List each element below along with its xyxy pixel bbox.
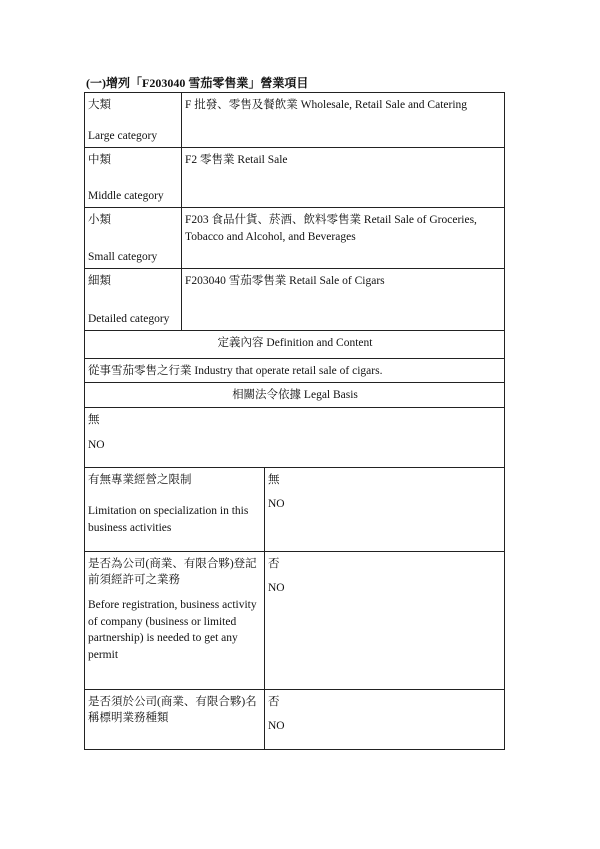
category-row-middle — [85, 148, 505, 208]
attribute-label-en: Limitation on specialization in this business activities — [88, 505, 249, 535]
category-value: F2 零售業 Retail Sale — [182, 148, 505, 208]
category-label-zh: 中類 — [88, 154, 111, 166]
definition-text: 從事雪茄零售之行業 Industry that operate retail sale of cigars. — [85, 359, 505, 383]
attribute-label-zh: 有無專業經營之限制 — [88, 473, 192, 486]
attribute-label-zh: 是否須於公司(商業、有限合夥)名稱標明業務種類 — [88, 695, 257, 725]
category-row-large — [85, 93, 505, 148]
legal-basis-header: 相關法令依據 Legal Basis — [85, 382, 505, 407]
category-label-zh: 細類 — [88, 275, 111, 287]
attribute-label-en: Before registration, business activity of company (business or limited partnership) is needed to get any permit — [88, 599, 257, 662]
category-label-cell — [85, 148, 182, 208]
attribute-row-specialization — [85, 467, 505, 551]
category-row-small — [85, 208, 505, 269]
attribute-value-cell — [265, 689, 505, 749]
attribute-value-cell — [265, 551, 505, 689]
legal-basis-value-cell — [85, 407, 505, 467]
attribute-value-en: NO — [268, 720, 285, 733]
category-label-cell — [85, 208, 182, 269]
category-value: F203 食品什貨、菸酒、飲料零售業 Retail Sale of Groceries, Tobacco and Alcohol, and Beverages — [182, 208, 505, 269]
definition-header: 定義內容 Definition and Content — [85, 331, 505, 359]
category-label-en: Detailed category — [88, 313, 170, 326]
business-item-table — [84, 92, 505, 750]
category-label-en: Middle category — [88, 190, 164, 203]
category-label-cell — [85, 269, 182, 331]
legal-basis-value-row — [85, 407, 505, 467]
definition-header-row — [85, 331, 505, 359]
category-label-cell — [85, 93, 182, 148]
attribute-value-zh: 否 — [268, 557, 280, 570]
attribute-value-zh: 否 — [268, 695, 280, 708]
attribute-value-zh: 無 — [268, 473, 280, 486]
attribute-row-permit — [85, 551, 505, 689]
category-row-detailed — [85, 269, 505, 331]
category-label-zh: 大類 — [88, 99, 111, 111]
category-value: F 批發、零售及餐飲業 Wholesale, Retail Sale and Catering — [182, 93, 505, 148]
legal-basis-header-row — [85, 382, 505, 407]
attribute-value-en: NO — [268, 498, 285, 511]
page-title: (一)增列「F203040 雪茄零售業」營業項目 — [86, 76, 309, 90]
attribute-value-cell — [265, 467, 505, 551]
category-label-en: Large category — [88, 130, 158, 143]
attribute-label-cell — [85, 467, 265, 551]
category-value: F203040 雪茄零售業 Retail Sale of Cigars — [182, 269, 505, 331]
attribute-label-cell — [85, 689, 265, 749]
attribute-value-en: NO — [268, 582, 285, 595]
attribute-row-name-indication — [85, 689, 505, 749]
legal-basis-value-zh: 無 — [88, 413, 100, 426]
definition-text-row — [85, 359, 505, 383]
category-label-zh: 小類 — [88, 214, 111, 226]
category-label-en: Small category — [88, 251, 158, 264]
legal-basis-value-en: NO — [88, 439, 105, 452]
attribute-label-cell — [85, 551, 265, 689]
attribute-label-zh: 是否為公司(商業、有限合夥)登記前須經許可之業務 — [88, 557, 257, 587]
